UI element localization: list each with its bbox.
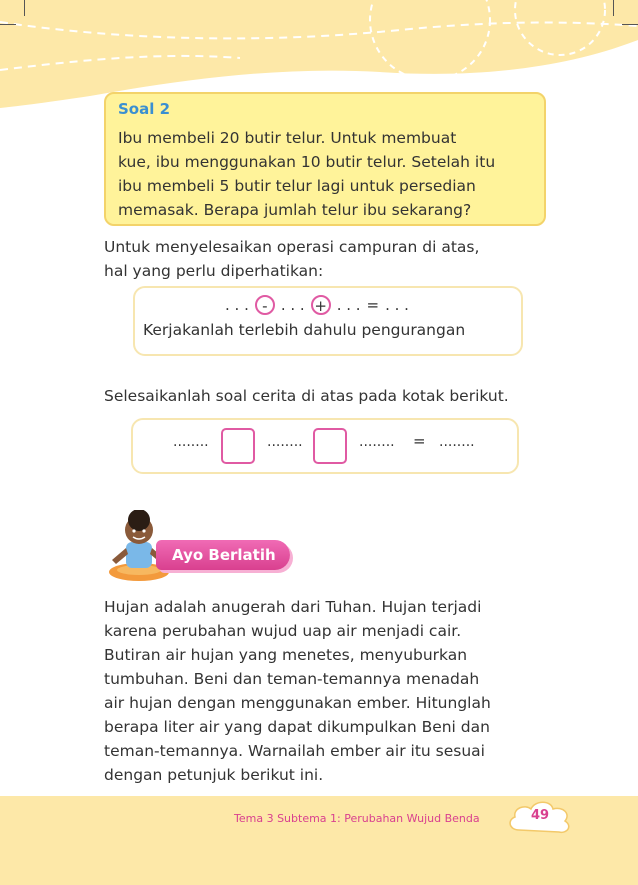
exercise-line: tumbuhan. Beni dan teman-temannya menadah [104, 670, 480, 688]
crop-mark [622, 24, 638, 25]
answer-blank[interactable]: ........ [173, 434, 209, 450]
exercise-line: karena perubahan wujud uap air menjadi cair. [104, 622, 462, 640]
exercise-line: dengan petunjuk berikut ini. [104, 766, 324, 784]
formula-blank: . . . [280, 296, 305, 314]
formula-blank: . . . [225, 296, 249, 314]
answer-box [131, 418, 519, 474]
instruction-text: Selesaikanlah soal cerita di atas pada kotak berikut. [104, 387, 509, 405]
equals-sign: = [413, 432, 426, 450]
equals-sign: = [366, 296, 380, 314]
answer-blank[interactable]: ........ [359, 434, 395, 450]
intro-paragraph [104, 235, 479, 283]
problem-text [118, 126, 532, 222]
problem-line: ibu membeli 5 butir telur lagi untuk persedian [118, 177, 476, 195]
ayo-berlatih-badge: Ayo Berlatih [156, 540, 290, 570]
formula-blank: . . . [385, 296, 409, 314]
exercise-line: berapa liter air yang dapat dikumpulkan Beni dan [104, 718, 490, 736]
footer-title: Tema 3 Subtema 1: Perubahan Wujud Benda [234, 812, 480, 825]
crop-mark [24, 0, 25, 16]
intro-line: hal yang perlu diperhatikan: [104, 262, 324, 280]
problem-title: Soal 2 [118, 100, 171, 118]
exercise-paragraph [104, 595, 491, 787]
problem-line: kue, ibu menggunakan 10 butir telur. Setelah itu [118, 153, 496, 171]
crop-mark [0, 24, 16, 25]
answer-blank[interactable]: ........ [267, 434, 303, 450]
exercise-line: Hujan adalah anugerah dari Tuhan. Hujan terjadi [104, 598, 482, 616]
hint-note: Kerjakanlah terlebih dahulu pengurangan [143, 321, 466, 339]
intro-line: Untuk menyelesaikan operasi campuran di atas, [104, 238, 480, 256]
operator-square[interactable] [221, 428, 255, 464]
formula-row [225, 295, 409, 315]
formula-blank: . . . [336, 296, 361, 314]
operator-square[interactable] [313, 428, 347, 464]
problem-line: memasak. Berapa jumlah telur ibu sekarang? [118, 201, 472, 219]
plus-operator: + [311, 295, 331, 315]
crop-mark [613, 0, 614, 16]
problem-line: Ibu membeli 20 butir telur. Untuk membuat [118, 129, 457, 147]
exercise-line: air hujan dengan menggunakan ember. Hitunglah [104, 694, 491, 712]
hint-box [133, 286, 523, 356]
exercise-line: Butiran air hujan yang menetes, menyuburkan [104, 646, 468, 664]
problem-box [104, 92, 546, 226]
ayo-berlatih-section [96, 510, 306, 590]
answer-blank[interactable]: ........ [439, 434, 475, 450]
page-number: 49 [530, 808, 550, 823]
minus-operator: - [255, 295, 275, 315]
exercise-line: teman-temannya. Warnailah ember air itu sesuai [104, 742, 485, 760]
